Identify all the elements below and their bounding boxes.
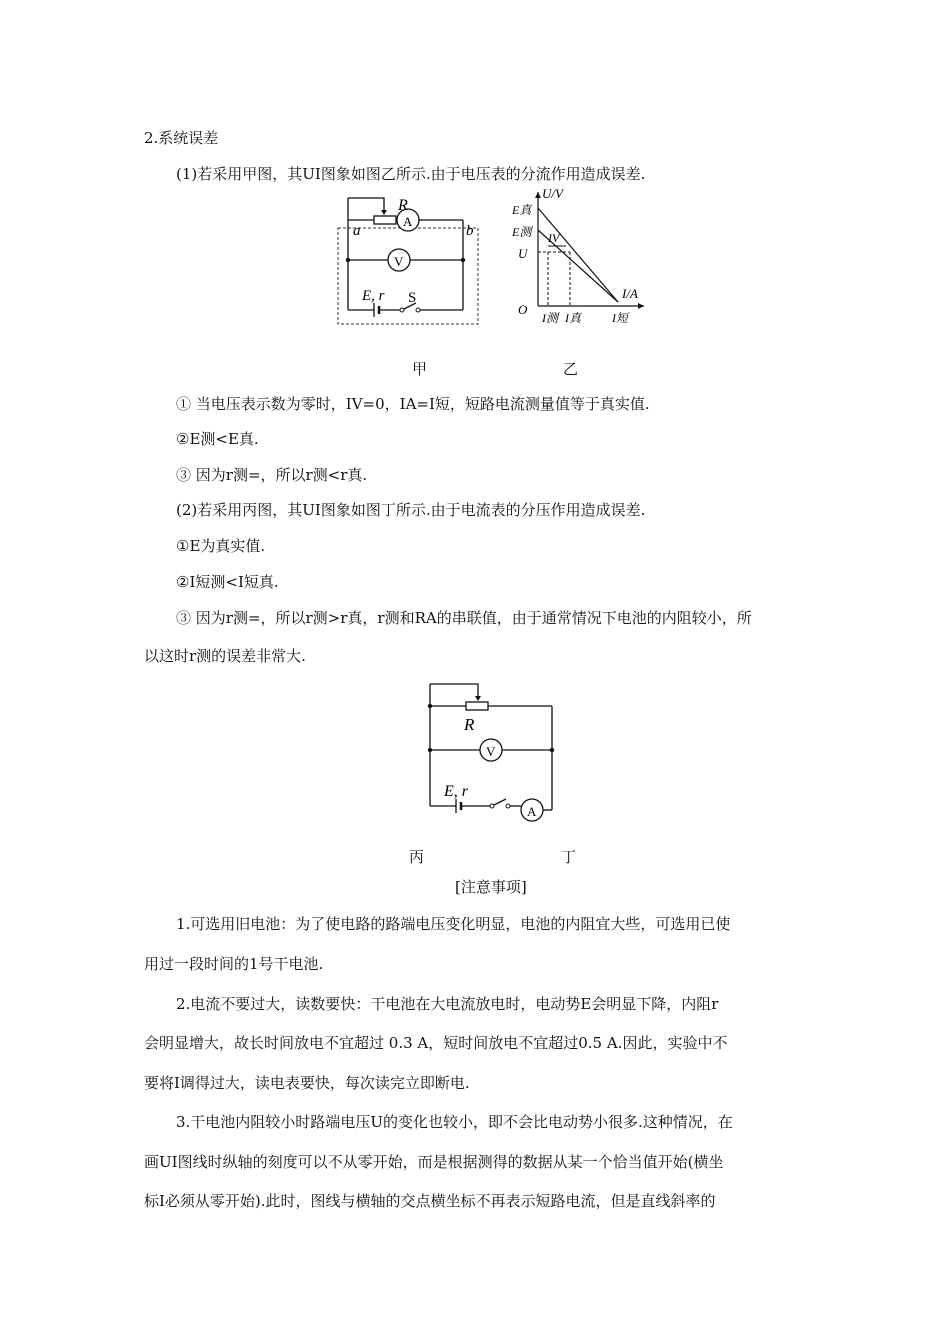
point-2: ②E测<E真. bbox=[176, 430, 259, 448]
label-Er: E, r bbox=[362, 288, 385, 304]
circuit-bing bbox=[420, 676, 560, 826]
note-1a: 1.可选用旧电池：为了使电路的路端电压变化明显，电池的内阻宜大些，可选用已使 bbox=[176, 915, 731, 933]
label-A: A bbox=[403, 214, 413, 229]
label-I-true: I真 bbox=[565, 311, 581, 325]
label-U: U bbox=[518, 246, 528, 261]
label-b: b bbox=[466, 223, 474, 239]
point-d2: ②I短测<I短真. bbox=[176, 573, 279, 591]
rheostat bbox=[374, 216, 396, 224]
label-A: A bbox=[527, 804, 537, 819]
label-Iv: IV bbox=[548, 231, 560, 245]
caption-jia: 甲 bbox=[412, 360, 428, 378]
note-1b: 用过一段时间的1号干电池. bbox=[144, 955, 324, 973]
note-3b: 画UI图线时纵轴的刻度可以不从零开始，而是根据测得的数据从某一个恰当值开始(横坐 bbox=[144, 1153, 724, 1171]
label-E-true: E真 bbox=[512, 203, 532, 217]
note-3c: 标I必须从零开始).此时，图线与横轴的交点横坐标不再表示短路电流，但是直线斜率的 bbox=[144, 1192, 716, 1210]
point-1: ① 当电压表示数为零时，IV=0，IA=I短，短路电流测量值等于真实值. bbox=[176, 395, 650, 413]
label-I-meas: I测 bbox=[542, 311, 558, 325]
note-3a: 3.干电池内阻较小时路端电压U的变化也较小，即不会比电动势小很多.这种情况，在 bbox=[176, 1113, 733, 1131]
point-d3a: ③ 因为r测=，所以r测>r真，r测和RA的串联值，由于通常情况下电池的内阻较小，所 bbox=[176, 609, 752, 627]
label-V: V bbox=[486, 744, 496, 759]
label-E-meas: E测 bbox=[512, 225, 532, 239]
note-2a: 2.电流不要过大，读数要快：干电池在大电流放电时，电动势E会明显下降，内阻r bbox=[176, 995, 719, 1013]
point-3: ③ 因为r测=，所以r测<r真. bbox=[176, 466, 368, 484]
label-Er: E, r bbox=[444, 783, 468, 800]
circuit-jia bbox=[336, 190, 486, 330]
label-R: R bbox=[398, 197, 408, 214]
section-heading: 2.系统误差 bbox=[144, 129, 219, 147]
label-R: R bbox=[464, 715, 475, 734]
note-2c: 要将I调得过大，读电表要快，每次读完立即断电. bbox=[144, 1074, 470, 1092]
note-2b: 会明显增大，故长时间放电不宜超过 0.3 A，短时间放电不宜超过0.5 A.因此，实验中不 bbox=[144, 1034, 728, 1052]
label-I-axis: I/A bbox=[622, 286, 638, 301]
label-O: O bbox=[518, 302, 528, 317]
point-d1: ①E为真实值. bbox=[176, 537, 266, 555]
graph-yi bbox=[508, 188, 648, 333]
caption-ding: 丁 bbox=[561, 848, 577, 866]
caption-yi: 乙 bbox=[563, 360, 579, 378]
paragraph-jia: (1)若采用甲图，其UI图象如图乙所示.由于电压表的分流作用造成误差. bbox=[176, 165, 646, 183]
paragraph-bing: (2)若采用丙图，其UI图象如图丁所示.由于电流表的分压作用造成误差. bbox=[176, 501, 646, 519]
label-S: S bbox=[408, 290, 417, 306]
rheostat bbox=[466, 702, 488, 710]
label-a: a bbox=[353, 223, 361, 239]
point-d3b: 以这时r测的误差非常大. bbox=[144, 647, 306, 665]
caption-bing: 丙 bbox=[409, 848, 425, 866]
label-V: V bbox=[394, 254, 404, 269]
label-I-short: I短 bbox=[612, 311, 628, 325]
label-U-axis: U/V bbox=[542, 188, 563, 201]
notes-title: [注意事项] bbox=[455, 878, 527, 896]
